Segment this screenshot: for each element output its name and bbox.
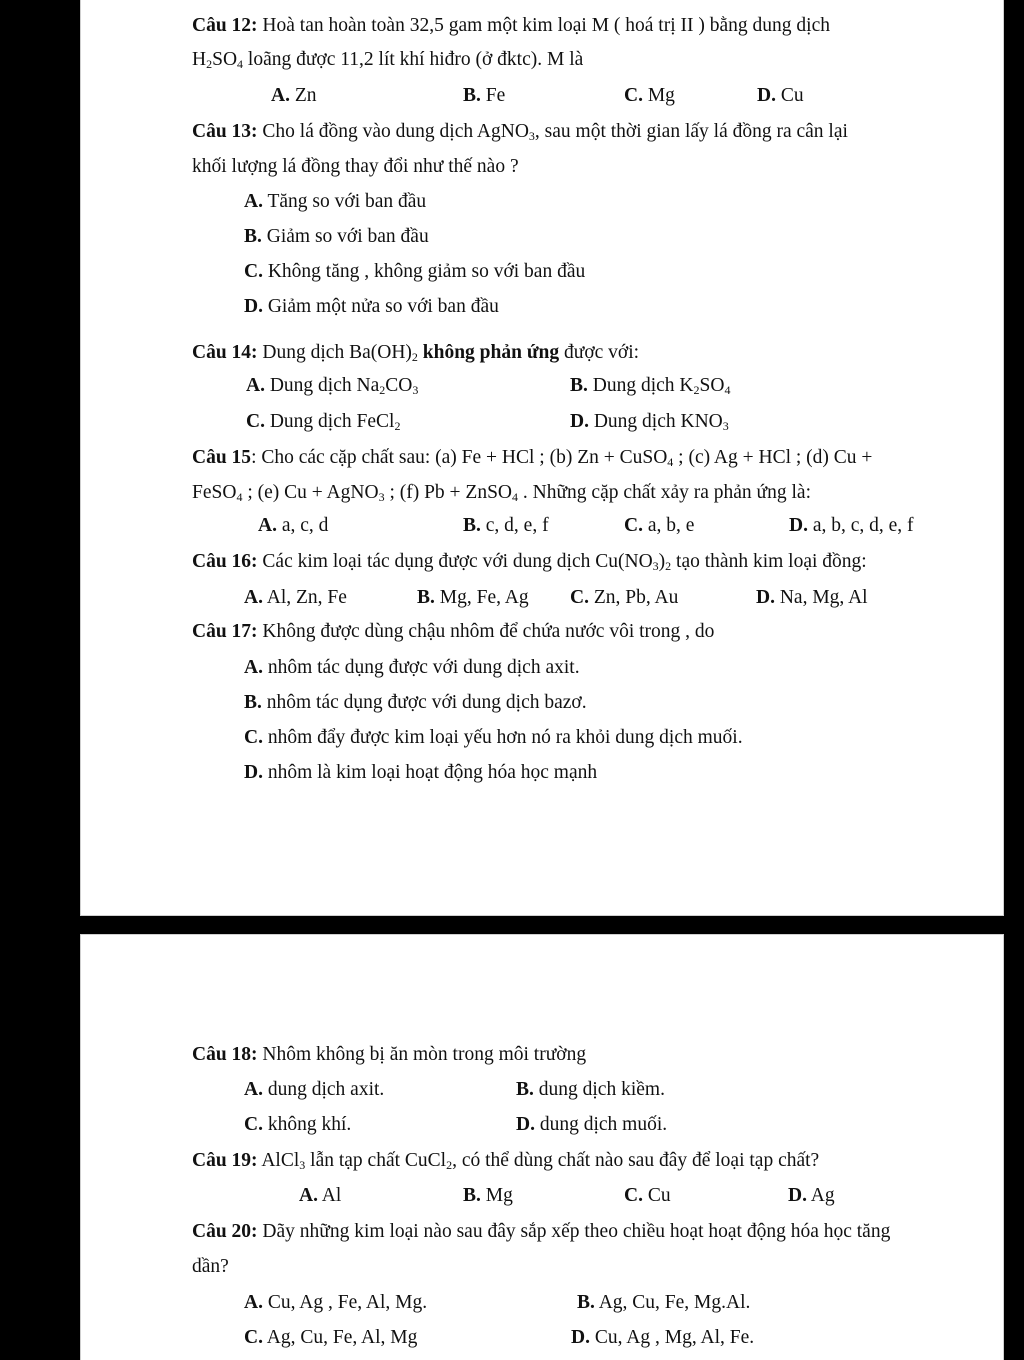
- document-page-1: [80, 0, 1004, 916]
- question-15-option-d: D. a, b, c, d, e, f: [789, 515, 914, 536]
- question-12-option-c: C. Mg: [624, 85, 675, 106]
- question-14-option-a: A. Dung dịch $Na_2CO_3$: [246, 375, 419, 397]
- document-page-2: [80, 934, 1004, 1360]
- question-label: Câu 12:: [192, 15, 258, 36]
- question-19-stem: Câu 19: AlCl$_3$ lẫn tạp chất CuCl$_2$, có thể dùng chất nào sau đây để loại tạp chất?: [192, 1150, 820, 1172]
- question-13-option-b: B. Giảm so với ban đầu: [244, 226, 429, 247]
- question-19-option-c: C. Cu: [624, 1185, 671, 1206]
- question-14-stem: Câu 14: Dung dịch $Ba(OH)_2$ không phản ứng được với:: [192, 342, 640, 364]
- question-12-option-d: D. Cu: [757, 85, 804, 106]
- question-label: Câu 16:: [192, 551, 258, 572]
- question-18-stem: Câu 18: Nhôm không bị ăn mòn trong môi trường: [192, 1044, 587, 1065]
- question-label: Câu 13:: [192, 121, 258, 142]
- question-14-option-d: D. Dung dịch $KNO_3$: [570, 411, 729, 433]
- question-20-stem-line-2: dần?: [192, 1256, 229, 1277]
- question-16-option-a: A. Al, Zn, Fe: [244, 587, 347, 608]
- question-15-option-b: B. c, d, e, f: [463, 515, 549, 536]
- question-16-option-d: D. Na, Mg, Al: [756, 587, 868, 608]
- question-label: Câu 15: [192, 447, 252, 468]
- question-14-option-c: C. Dung dịch FeCl$_2$: [246, 411, 401, 433]
- question-12-stem-line-2: $H_2SO_4$ loãng được 11,2 lít khí hiđro (ở đktc). M là: [192, 49, 584, 71]
- question-18-option-b: B. dung dịch kiềm.: [516, 1079, 665, 1100]
- question-20-option-d: D. Cu, Ag , Mg, Al, Fe.: [571, 1327, 755, 1348]
- question-19-option-d: D. Ag: [788, 1185, 835, 1206]
- question-18-option-c: C. không khí.: [244, 1114, 352, 1135]
- question-17-option-d: D. nhôm là kim loại hoạt động hóa học mạnh: [244, 762, 598, 783]
- question-13-stem-line-2: khối lượng lá đồng thay đổi như thế nào ?: [192, 156, 519, 177]
- question-20-option-c: C. Ag, Cu, Fe, Al, Mg: [244, 1327, 418, 1348]
- question-12-option-a: A. Zn: [271, 85, 317, 106]
- question-16-stem: Câu 16: Các kim loại tác dụng được với dung dịch $Cu(NO_3)_2$ tạo thành kim loại đồng:: [192, 551, 867, 573]
- question-19-option-b: B. Mg: [463, 1185, 513, 1206]
- question-16-option-c: C. Zn, Pb, Au: [570, 587, 679, 608]
- question-17-option-c: C. nhôm đẩy được kim loại yếu hơn nó ra khỏi dung dịch muối.: [244, 727, 743, 748]
- question-17-option-b: B. nhôm tác dụng được với dung dịch bazơ.: [244, 692, 587, 713]
- question-13-stem-line-1: Câu 13: Cho lá đồng vào dung dịch AgNO$_3$, sau một thời gian lấy lá đồng ra cân lại: [192, 121, 848, 143]
- question-17-stem: Câu 17: Không được dùng chậu nhôm để chứa nước vôi trong , do: [192, 621, 715, 642]
- question-label: Câu 18:: [192, 1044, 258, 1065]
- question-15-stem-line-2: FeSO$_4$ ; (e) Cu + AgNO$_3$ ; (f) Pb + ZnSO$_4$ . Những cặp chất xảy ra phản ứng là:: [192, 482, 811, 504]
- question-12-stem-line-1: Câu 12: Hoà tan hoàn toàn 32,5 gam một kim loại M ( hoá trị II ) bằng dung dịch: [192, 15, 830, 36]
- question-label: Câu 14:: [192, 342, 258, 363]
- question-20-option-b: B. Ag, Cu, Fe, Mg.Al.: [577, 1292, 751, 1313]
- question-15-option-c: C. a, b, e: [624, 515, 695, 536]
- question-13-option-a: A. Tăng so với ban đầu: [244, 191, 427, 212]
- question-15-option-a: A. a, c, d: [258, 515, 329, 536]
- question-12-option-b: B. Fe: [463, 85, 506, 106]
- question-16-option-b: B. Mg, Fe, Ag: [417, 587, 529, 608]
- question-14-option-b: B. Dung dịch $K_2SO_4$: [570, 375, 731, 397]
- question-18-option-d: D. dung dịch muối.: [516, 1114, 668, 1135]
- question-20-stem-line-1: Câu 20: Dãy những kim loại nào sau đây sắp xếp theo chiều hoạt hoạt động hóa học tăng: [192, 1221, 891, 1242]
- question-18-option-a: A. dung dịch axit.: [244, 1079, 385, 1100]
- question-label: Câu 20:: [192, 1221, 258, 1242]
- question-15-stem-line-1: Câu 15: Cho các cặp chất sau: (a) Fe + HCl ; (b) Zn + CuSO$_4$ ; (c) Ag + HCl ; (d) Cu +: [192, 447, 873, 469]
- question-17-option-a: A. nhôm tác dụng được với dung dịch axit.: [244, 657, 580, 678]
- question-20-option-a: A. Cu, Ag , Fe, Al, Mg.: [244, 1292, 428, 1313]
- question-label: Câu 17:: [192, 621, 258, 642]
- question-13-option-c: C. Không tăng , không giảm so với ban đầu: [244, 261, 586, 282]
- question-13-option-d: D. Giảm một nửa so với ban đầu: [244, 296, 499, 317]
- question-19-option-a: A. Al: [299, 1185, 342, 1206]
- question-label: Câu 19:: [192, 1150, 258, 1171]
